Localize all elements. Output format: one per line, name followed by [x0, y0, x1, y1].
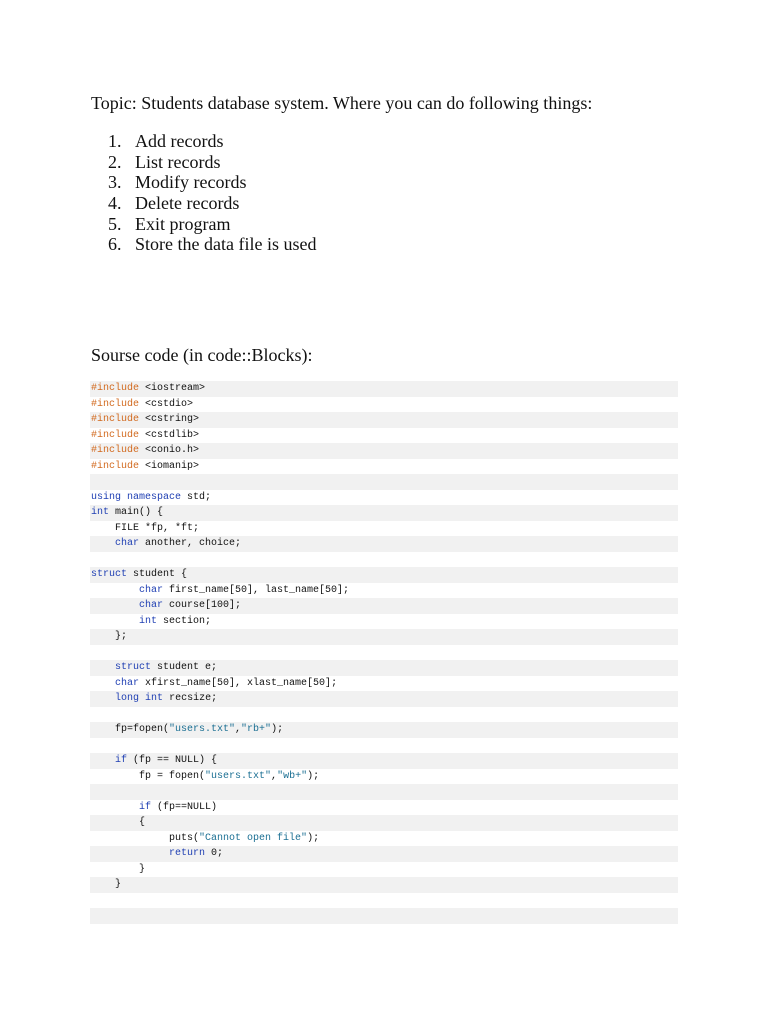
code-text: main() { — [109, 507, 164, 518]
preprocessor-token: #include — [91, 429, 140, 441]
code-text: 0; — [205, 848, 224, 859]
list-item — [108, 131, 316, 152]
keyword-token: char — [139, 584, 164, 596]
keyword-token: int — [139, 615, 158, 627]
code-text: <iomanip> — [139, 460, 200, 472]
list-item — [108, 234, 316, 255]
keyword-token: long — [115, 693, 140, 704]
string-token: "Cannot open file" — [199, 832, 308, 844]
keyword-token: if — [139, 801, 152, 813]
code-text: <cstring> — [139, 414, 200, 425]
code-line — [90, 412, 678, 428]
code-line — [90, 505, 678, 521]
code-text: FILE *fp, *ft; — [91, 522, 200, 534]
code-line — [90, 660, 678, 676]
code-text — [91, 616, 139, 627]
code-text: fp=fopen( — [91, 724, 170, 735]
code-text: } — [91, 863, 146, 875]
code-text: ); — [271, 724, 284, 735]
string-token: "users.txt" — [169, 724, 236, 735]
code-text — [91, 662, 115, 673]
code-text — [91, 538, 115, 549]
code-text: xfirst_name[50], xlast_name[50]; — [139, 677, 338, 689]
code-text: }; — [91, 631, 128, 642]
code-text: { — [91, 817, 146, 828]
code-line — [90, 738, 678, 754]
keyword-token: char — [115, 538, 140, 549]
code-line — [90, 474, 678, 490]
list-item-number: 3. — [108, 172, 122, 193]
keyword-token: namespace — [127, 491, 182, 503]
keyword-token: char — [139, 600, 164, 611]
code-text — [91, 693, 115, 704]
code-line — [90, 908, 678, 924]
keyword-token: char — [115, 677, 140, 689]
string-token: "wb+" — [277, 770, 308, 782]
list-item-text: Modify records — [135, 172, 247, 193]
code-text: <iostream> — [139, 383, 206, 394]
code-line — [90, 567, 678, 583]
code-text: <cstdlib> — [139, 429, 200, 441]
list-item-text: Delete records — [135, 193, 240, 214]
code-line — [90, 598, 678, 614]
preprocessor-token: #include — [91, 414, 140, 425]
code-text: <cstdio> — [139, 398, 194, 410]
keyword-token: struct — [91, 569, 128, 580]
code-text: <conio.h> — [139, 445, 200, 456]
code-text: , — [271, 770, 278, 782]
keyword-token: if — [115, 755, 128, 766]
code-line — [90, 676, 678, 692]
list-item-text: Exit program — [135, 213, 231, 234]
list-item-number: 6. — [108, 234, 122, 255]
code-line — [90, 536, 678, 552]
code-line — [90, 428, 678, 444]
code-text: student { — [127, 569, 188, 580]
code-line — [90, 629, 678, 645]
feature-list — [108, 131, 316, 255]
string-token: "users.txt" — [205, 770, 272, 782]
keyword-token: return — [169, 848, 206, 859]
code-line — [90, 769, 678, 785]
code-line — [90, 877, 678, 893]
code-line — [90, 846, 678, 862]
code-text: ); — [307, 832, 320, 844]
code-block — [90, 381, 678, 924]
code-text — [91, 802, 139, 813]
list-item-number: 1. — [108, 131, 122, 151]
code-text: (fp==NULL) — [151, 801, 218, 813]
code-text: another, choice; — [139, 538, 242, 549]
keyword-token: using — [91, 491, 122, 503]
code-line — [90, 443, 678, 459]
list-item-text: Store the data file is used — [135, 234, 317, 255]
code-line — [90, 831, 678, 847]
source-code-heading: Sourse code (in code::Blocks): — [91, 345, 313, 365]
list-item-text: Add records — [135, 131, 224, 151]
code-line — [90, 691, 678, 707]
code-line — [90, 583, 678, 599]
list-item — [108, 193, 316, 214]
list-item-text: List records — [135, 151, 221, 172]
code-text: recsize; — [163, 693, 218, 704]
code-text — [91, 678, 115, 689]
string-token: "rb+" — [241, 724, 272, 735]
topic-heading: Topic: Students database system. Where you can do following things: — [91, 93, 593, 113]
keyword-token: int — [145, 693, 164, 704]
preprocessor-token: #include — [91, 460, 140, 472]
code-line — [90, 645, 678, 661]
code-line — [90, 862, 678, 878]
code-text — [91, 600, 139, 611]
code-text — [91, 585, 139, 596]
code-text: course[100]; — [163, 600, 242, 611]
preprocessor-token: #include — [91, 445, 140, 456]
code-line — [90, 800, 678, 816]
code-text — [91, 755, 115, 766]
code-text: std; — [181, 491, 212, 503]
list-item — [108, 172, 316, 193]
code-line — [90, 552, 678, 568]
preprocessor-token: #include — [91, 398, 140, 410]
code-text: section; — [157, 615, 212, 627]
code-text: ); — [307, 770, 320, 782]
list-item-number: 4. — [108, 193, 122, 214]
code-text — [91, 848, 169, 859]
code-line — [90, 490, 678, 506]
code-text: , — [235, 724, 242, 735]
code-line — [90, 893, 678, 909]
code-text: student e; — [151, 662, 218, 673]
code-line — [90, 381, 678, 397]
code-text: (fp == NULL) { — [127, 755, 218, 766]
code-line — [90, 815, 678, 831]
code-text: puts( — [91, 832, 200, 844]
list-item — [108, 152, 316, 173]
code-line — [90, 459, 678, 475]
code-line — [90, 784, 678, 800]
code-line — [90, 722, 678, 738]
code-text: first_name[50], last_name[50]; — [163, 584, 350, 596]
keyword-token: int — [91, 507, 110, 518]
code-line — [90, 753, 678, 769]
preprocessor-token: #include — [91, 383, 140, 394]
code-line — [90, 397, 678, 413]
list-item-number: 5. — [108, 213, 122, 234]
code-line — [90, 614, 678, 630]
list-item — [108, 214, 316, 235]
code-line — [90, 707, 678, 723]
keyword-token: struct — [115, 662, 152, 673]
code-line — [90, 521, 678, 537]
code-text: } — [91, 879, 122, 890]
list-item-number: 2. — [108, 151, 122, 172]
code-text: fp = fopen( — [91, 770, 206, 782]
